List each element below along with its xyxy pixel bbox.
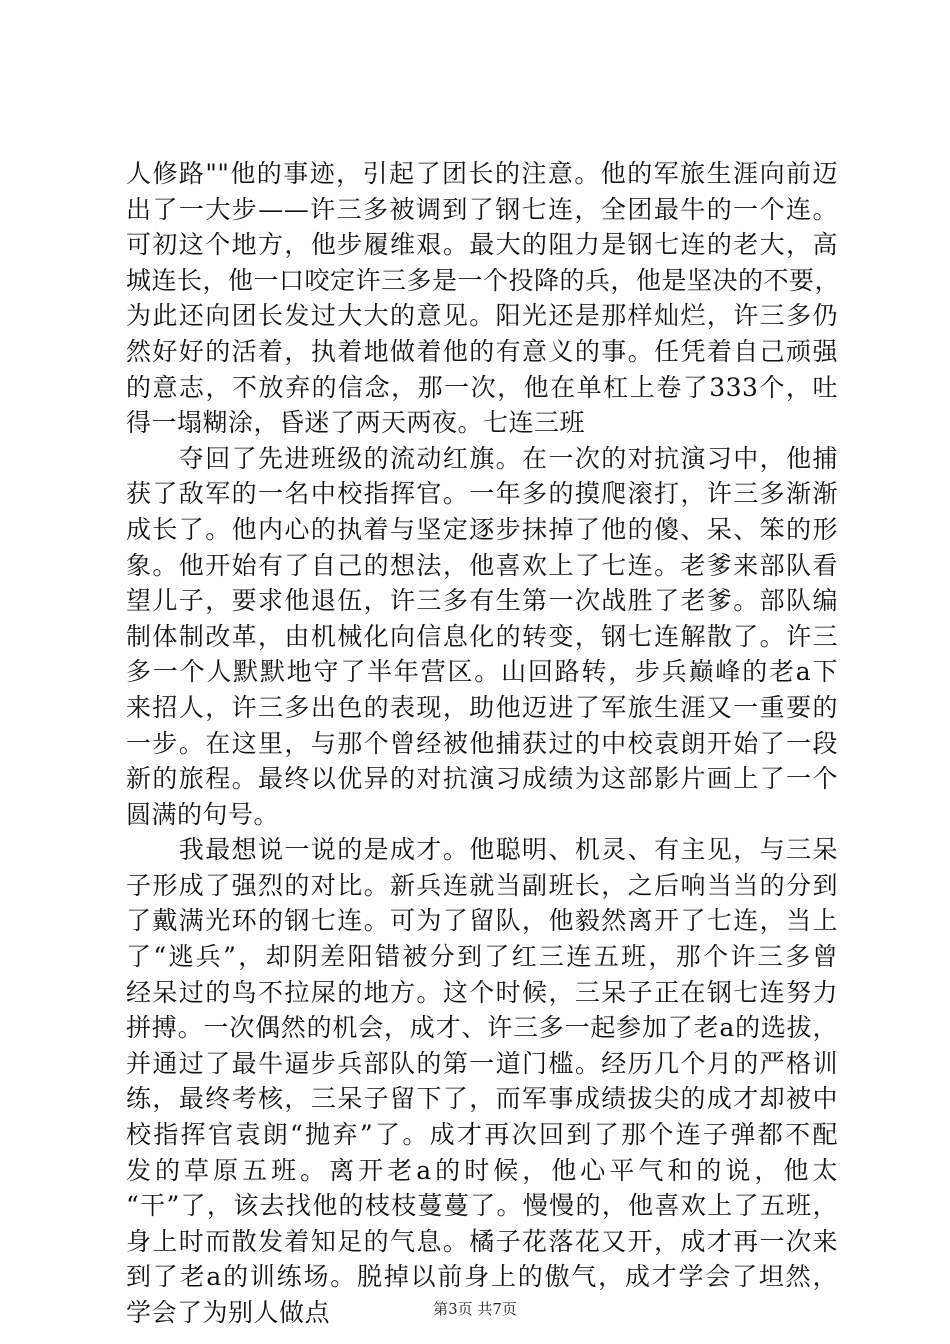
- text-line: 获了敌军的一名中校指挥官。一年多的摸爬滚打，许三多渐渐: [126, 479, 838, 509]
- text-line: 然好好的活着，执着地做着他的有意义的事。任凭着自己顽强: [126, 336, 838, 366]
- text-line: 校指挥官袁朗“抛弃”了。成才再次回到了那个连子弹都不配: [126, 1120, 838, 1150]
- text-line: 了“逃兵”，却阴差阳错被分到了红三连五班，那个许三多曾: [126, 942, 838, 972]
- text-line: 并通过了最牛逼步兵部队的第一道门槛。经历几个月的严格训: [126, 1048, 838, 1078]
- text-line: 我最想说一说的是成才。他聪明、机灵、有主见，与三呆: [126, 835, 838, 865]
- text-line: 圆满的句号。: [126, 799, 280, 829]
- text-line: 拼搏。一次偶然的机会，成才、许三多一起参加了老a的选拔，: [126, 1013, 838, 1043]
- text-line: 来招人，许三多出色的表现，助他迈进了军旅生涯又一重要的: [126, 692, 838, 722]
- text-line: 象。他开始有了自己的想法，他喜欢上了七连。老爹来部队看: [126, 550, 838, 580]
- text-line: 经呆过的鸟不拉屎的地方。这个时候，三呆子正在钢七连努力: [126, 977, 838, 1007]
- text-line: 多一个人默默地守了半年营区。山回路转，步兵巅峰的老a下: [126, 657, 838, 687]
- text-line: 到了老a的训练场。脱掉以前身上的傲气，成才学会了坦然，: [126, 1262, 838, 1292]
- text-line: 子形成了强烈的对比。新兵连就当副班长，之后响当当的分到: [126, 870, 838, 900]
- text-line: 出了一大步——许三多被调到了钢七连，全团最牛的一个连。: [126, 194, 838, 224]
- text-line: 身上时而散发着知足的气息。橘子花落花又开，成才再一次来: [126, 1226, 838, 1256]
- text-line: 练，最终考核，三呆子留下了，而军事成绩拔尖的成才却被中: [126, 1084, 838, 1114]
- text-line: 一步。在这里，与那个曾经被他捕获过的中校袁朗开始了一段: [126, 728, 838, 758]
- text-line: 人修路""他的事迹，引起了团长的注意。他的军旅生涯向前迈: [126, 159, 838, 188]
- text-line: 成长了。他内心的执着与坚定逐步抹掉了他的傻、呆、笨的形: [126, 514, 838, 544]
- text-line: 了戴满光环的钢七连。可为了留队，他毅然离开了七连，当上: [126, 906, 838, 936]
- text-line: 为此还向团长发过大大的意见。阳光还是那样灿烂，许三多仍: [126, 301, 838, 331]
- text-line: 得一塌糊涂，昏迷了两天两夜。七连三班: [126, 408, 586, 438]
- text-line: 新的旅程。最终以优异的对抗演习成绩为这部影片画上了一个: [126, 764, 838, 794]
- text-line: 的意志，不放弃的信念，那一次，他在单杠上卷了333个，吐: [126, 372, 838, 402]
- page-footer: 第3页 共7页: [433, 1300, 517, 1318]
- text-line: 夺回了先进班级的流动红旗。在一次的对抗演习中，他捕: [126, 443, 838, 473]
- document-body: [126, 156, 841, 1331]
- text-line: 制体制改革，由机械化向信息化的转变，钢七连解散了。许三: [126, 621, 838, 651]
- text-line: 城连长，他一口咬定许三多是一个投降的兵，他是坚决的不要，: [126, 265, 841, 295]
- text-line: 望儿子，要求他退伍，许三多有生第一次战胜了老爹。部队编: [126, 586, 838, 616]
- text-line: 发的草原五班。离开老a的时候，他心平气和的说，他太: [126, 1155, 838, 1185]
- text-line: 可初这个地方，他步履维艰。最大的阻力是钢七连的老大，高: [126, 230, 838, 260]
- text-line: “干”了，该去找他的枝枝蔓蔓了。慢慢的，他喜欢上了五班，: [126, 1191, 838, 1221]
- text-line: 学会了为别人做点: [126, 1298, 331, 1327]
